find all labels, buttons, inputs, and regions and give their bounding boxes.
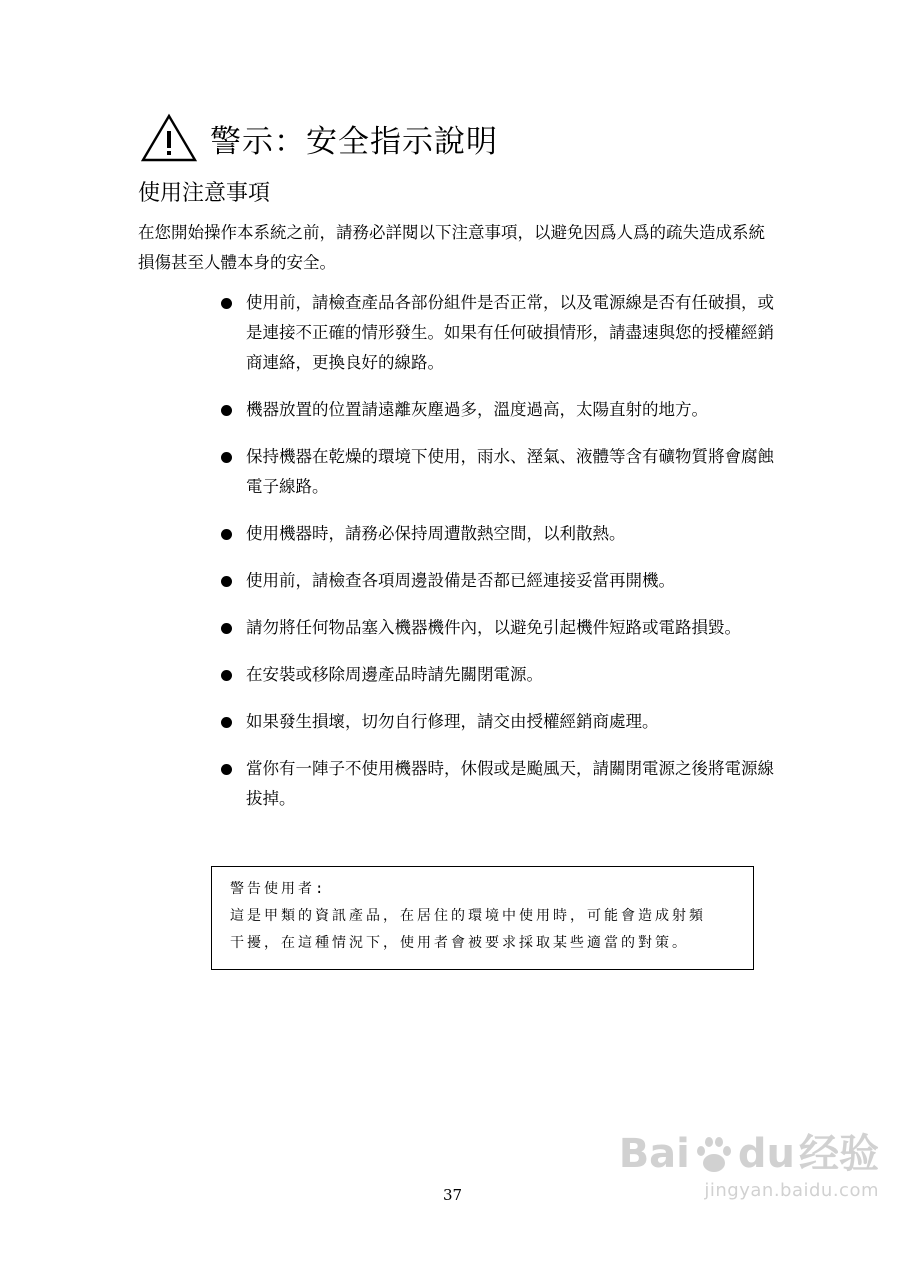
list-item (220, 754, 780, 814)
list-item-text: 使用機器時，請務必保持周遭散熱空間，以利散熱。 (246, 524, 626, 543)
notice-heading: 警告使用者: (230, 881, 327, 897)
list-item (220, 660, 780, 690)
bullet-dot-icon (221, 452, 232, 463)
list-item-text: 機器放置的位置請遠離灰塵過多，溫度過高，太陽直射的地方。 (246, 400, 708, 419)
baidu-watermark (619, 1130, 879, 1201)
notice-line-1: 這是甲類的資訊產品，在居住的環境中使用時，可能會造成射頻 (230, 908, 706, 924)
watermark-url: jingyan.baidu.com (704, 1180, 879, 1201)
watermark-logo-right: du (737, 1131, 795, 1177)
list-item-text: 保持機器在乾燥的環境下使用，雨水、溼氣、液體等含有礦物質將會腐蝕電子線路。 (246, 447, 774, 496)
page-title (140, 112, 498, 164)
bullet-dot-icon (221, 764, 232, 775)
bullet-dot-icon (221, 576, 232, 587)
user-warning-notice (211, 866, 754, 970)
list-item-text: 當你有一陣子不使用機器時，休假或是颱風天，請關閉電源之後將電源線拔掉。 (246, 759, 774, 808)
list-item (220, 707, 780, 737)
list-item-text: 如果發生損壞，切勿自行修理，請交由授權經銷商處理。 (246, 712, 659, 731)
list-item (220, 395, 780, 425)
warning-triangle-icon (140, 113, 198, 163)
list-item-text: 請勿將任何物品塞入機器機件內，以避免引起機件短路或電路損毀。 (246, 618, 741, 637)
intro-paragraph: 在您開始操作本系統之前，請務必詳閱以下注意事項，以避免因爲人爲的疏失造成系統損傷甚至人體本身的安全。 (138, 223, 765, 272)
bullet-dot-icon (221, 405, 232, 416)
list-item (220, 613, 780, 643)
bullet-dot-icon (221, 529, 232, 540)
watermark-logo-left: Bai (618, 1131, 690, 1177)
list-item-text: 使用前，請檢查各項周邊設備是否都已經連接妥當再開機。 (246, 571, 675, 590)
bullet-dot-icon (221, 623, 232, 634)
bullet-dot-icon (221, 717, 232, 728)
bullet-dot-icon (221, 670, 232, 681)
list-item-text: 使用前，請檢查產品各部份組件是否正常，以及電源線是否有任破損，或是連接不正確的情形發生。如果有任何破損情形，請盡速與您的授權經銷商連絡，更換良好的線路。 (246, 293, 774, 372)
list-item (220, 442, 780, 502)
section-heading: 使用注意事項 (138, 181, 271, 206)
watermark-logo (619, 1130, 879, 1178)
page-number: 37 (442, 1186, 463, 1204)
list-item (220, 519, 780, 549)
list-item-text: 在安裝或移除周邊產品時請先關閉電源。 (246, 665, 543, 684)
notice-line-2: 干擾，在這種情況下，使用者會被要求採取某些適當的對策。 (230, 935, 689, 951)
watermark-logo-cn: 经验 (799, 1131, 879, 1177)
list-item (220, 288, 780, 378)
title-text: 警示：安全指示說明 (210, 123, 498, 160)
baidu-paw-icon (692, 1132, 736, 1176)
list-item (220, 566, 780, 596)
bullet-dot-icon (221, 298, 232, 309)
precaution-list (220, 288, 780, 831)
